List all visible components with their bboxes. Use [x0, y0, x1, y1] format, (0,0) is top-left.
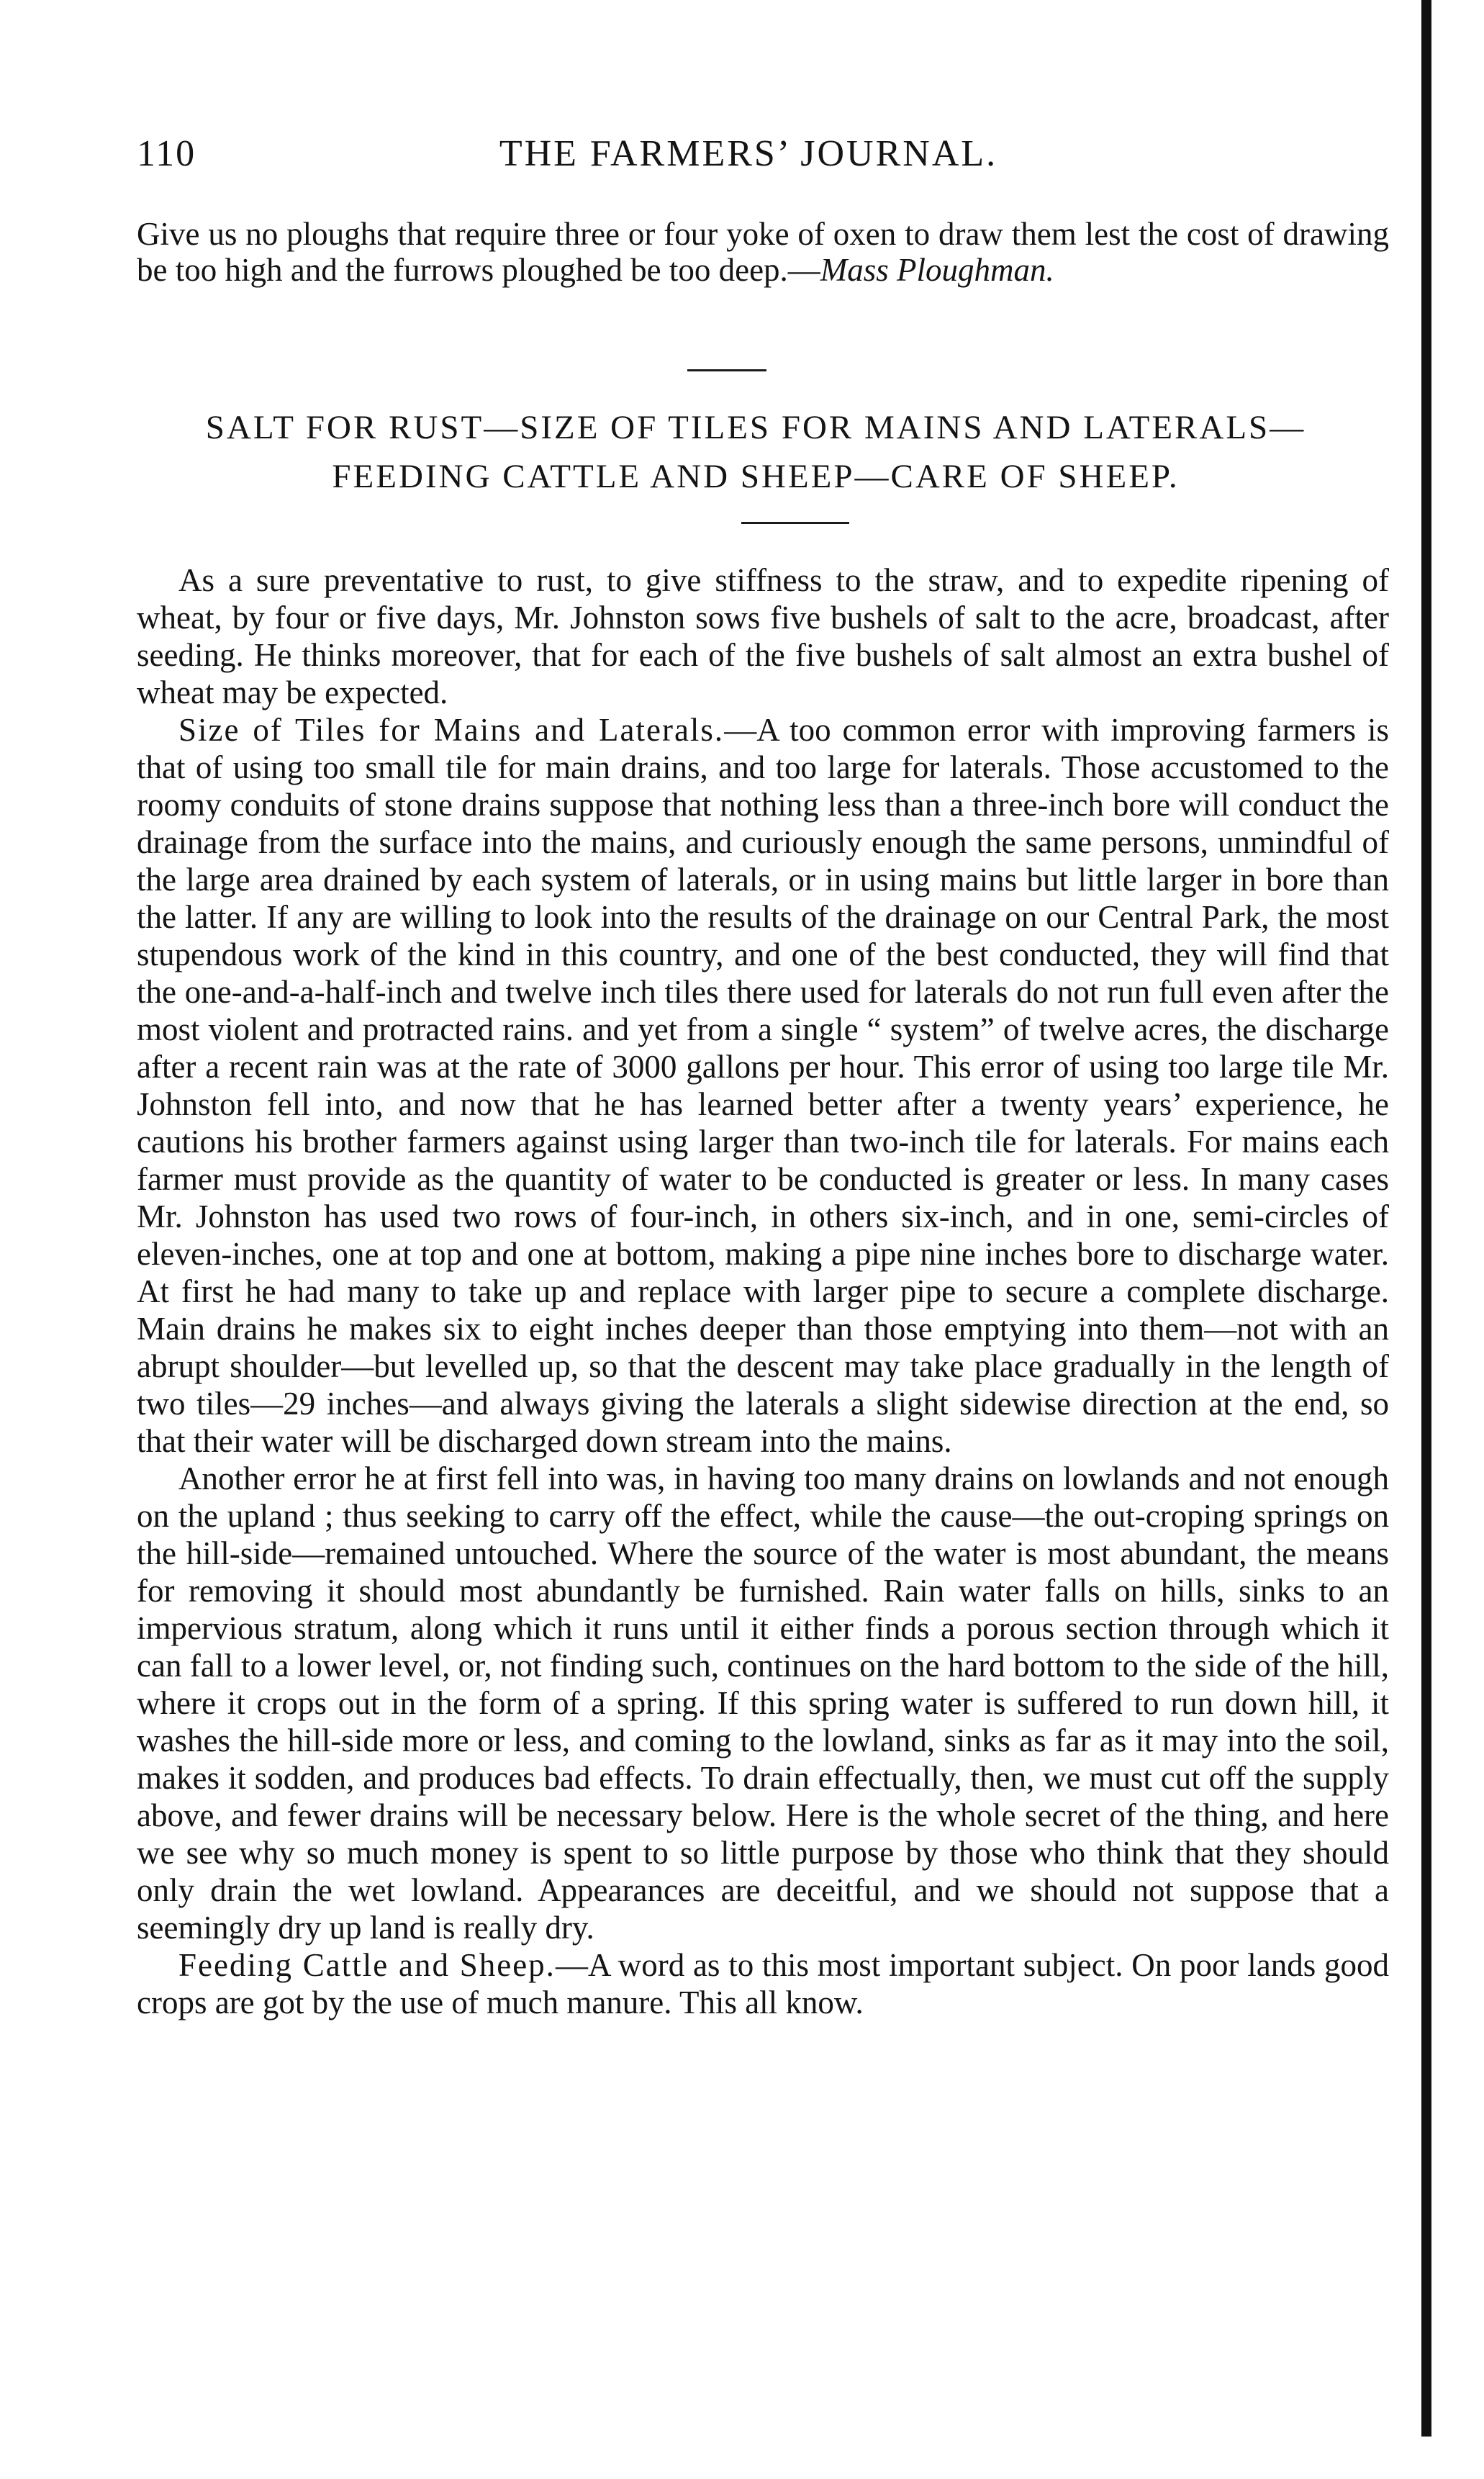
section-divider-bottom — [741, 522, 849, 524]
page-edge-rule — [1421, 0, 1431, 2437]
paragraph-another-error: Another error he at first fell into was, in having too many drains on lowlands and not enough on the upland ; thus seeking to carry off the effect, while the cause—the out-croping springs on the hill-side—remained untouched. Where the source of the water is most abundant, the means for removing it should most abundantly be furnished. Rain water falls on hills, sinks to an impervious stratum, along which it runs until it either finds a porous section through which it can fall to a lower level, or, not finding such, continues on the hard bottom to the side of the hill, where it crops out in the form of a spring. If this spring water is suffered to run down hill, it washes the hill-side more or less, and coming to the lowland, sinks as far as it may into the soil, makes it sodden, and produces bad effects. To drain effectually, then, we must cut off the supply above, and fewer drains will be necessary below. Here is the whole secret of the thing, and here we see why so much money is spent to so little purpose by those who think that they should only drain the wet lowland. Appearances are deceitful, and we should not suppose that a seemingly dry up land is really dry. — [137, 1460, 1389, 1946]
epigraph — [137, 216, 1389, 288]
paragraph-salt-for-rust: As a sure preventative to rust, to give stiffness to the straw, and to expedite ripening of wheat, by four or five days, Mr. Johnston sows five bushels of salt to the acre, broadcast, after seeding. He thinks moreover, that for each of the five bushels of salt almost an extra bushel of wheat may be expected. — [137, 562, 1389, 710]
paragraph-feeding-cattle-body: —A word as to this most important subject. On poor lands good crops are got by the use of much manure. This all know. — [137, 1947, 1390, 2020]
subheading-feeding-cattle: Feeding Cattle and Sheep. — [178, 1947, 556, 1983]
subheading-size-of-tiles: Size of Tiles for Mains and Laterals. — [178, 712, 725, 748]
section-title-line-1: SALT FOR RUST—SIZE OF TILES FOR MAINS AND LATERALS— — [205, 409, 1306, 446]
running-title: THE FARMERS’ JOURNAL. — [499, 133, 998, 174]
paragraph-size-of-tiles-body: —A too common error with improving farmers is that of using too small tile for main drains, and too large for laterals. Those accustomed to the roomy conduits of stone drains suppose that nothing less than a three-inch bore will conduct the drainage from the surface into the mains, and curiously enough the same persons, unmindful of the large area drained by each system of laterals, or in using mains but little larger in bore than the latter. If any are willing to look into the results of the drainage on our Central Park, the most stupendous work of the kind in this country, and one of the best conducted, they will find that the one-and-a-half-inch and twelve inch tiles there used for laterals do not run full even after the most violent and protracted rains. and yet from a single “ system” of twelve acres, the discharge after a recent rain was at the rate of 3000 gallons per hour. This error of using too large tile Mr. Johnston fell into, and now that he has learned better after a twenty years’ experience, he cautions his brother farmers against using larger than two-inch tile for laterals. For mains each farmer must provide as the quantity of water to be conducted is greater or less. In many cases Mr. Johnston has used two rows of four-inch, in others six-inch, and in one, semi-circles of eleven-inches, one at top and one at bottom, making a pipe nine inches bore to discharge water. At first he had many to take up and replace with larger pipe to secure a complete discharge. Main drains he makes six to eight inches deeper than those emptying into them—not with an abrupt shoulder—but levelled up, so that the descent may take place gradually in the length of two tiles—29 inches—and always giving the laterals a slight sidewise direction at the end, so that their water will be discharged down stream into the mains. — [137, 712, 1389, 1459]
paragraph-size-of-tiles — [137, 711, 1389, 1460]
page-number: 110 — [137, 133, 196, 174]
section-title-line-2: FEEDING CATTLE AND SHEEP—CARE OF SHEEP. — [332, 458, 1180, 495]
page-header — [137, 132, 1360, 190]
article-body — [137, 561, 1389, 2021]
epigraph-byline: Mass Ploughman. — [820, 252, 1054, 288]
section-title — [137, 403, 1375, 501]
section-divider-top — [687, 369, 766, 371]
epigraph-text: Give us no ploughs that require three or four yoke of oxen to draw them lest the cost of drawing be too high and the furrows ploughed be too deep.— — [137, 216, 1389, 288]
paragraph-feeding-cattle — [137, 1946, 1389, 2021]
